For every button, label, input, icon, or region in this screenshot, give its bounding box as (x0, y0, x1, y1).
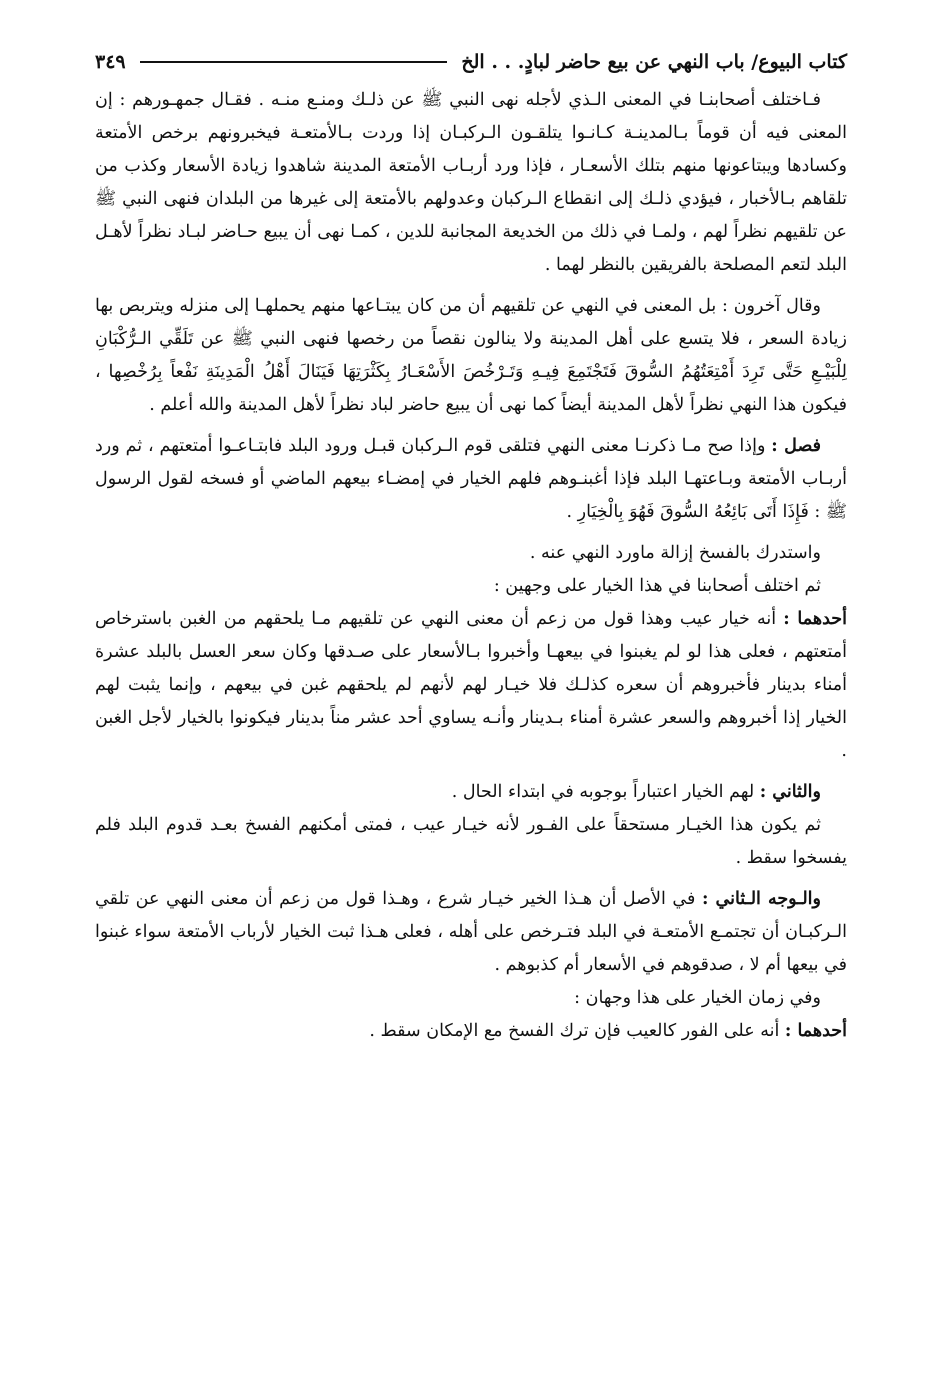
paragraph-text: وقال آخرون : بل المعنى في النهي عن تلقيهم أن من كان يبتـاعها منهم يحملهـا إلى منزله ويتربص بها زيادة السعر ، فلا يتسع على أهل المدينة ولا ينالون نقصاً من رخصها فنهى النبي ﷺ عن تَلَقِّي الـرُّكْبَانِ لِلْبَيْـعِ حَتَّى تَرِدَ أَمْتِعَتُهُمُ السُّوقَ فَتَجْتَمِعَ فِيـهِ وَتَـرْخُصَ الأَسْعَـارُ بِكَثْرَتِهَا فَيَنَالَ أَهْلُ الْمَدِينَةِ نَفْعاً بِرُخْصِها ، فيكون هذا النهي نظراً لأهل المدينة أيضاً كما نهى أن يبيع حاضر لباد نظراً لأهل المدينة والله أعلم . (95, 296, 847, 415)
paragraph-text: في الأصل أن هـذا الخير خيـار شرع ، وهـذا قول من زعم أن معنى النهي عن تلقي الـركبـان أن تجتمـع الأمتعـة في البلد فتـرخص على أهله ، فعلى هـذا ثبت الخيار لأرباب الأمتعة سواء غبنوا في بيعها أم لا ، صدقوهم في الأسعار أم كذبوهم . (95, 889, 847, 975)
paragraph (95, 982, 847, 1015)
paragraph-lead: أحدهما : (783, 609, 847, 629)
paragraph (95, 570, 847, 603)
header-title: كتاب البيوع/ باب النهي عن بيع حاضر لبادٍ. . . الخ (461, 51, 847, 73)
paragraph (95, 776, 847, 809)
header-rule (140, 61, 448, 63)
paragraph (95, 809, 847, 875)
paragraph (95, 430, 847, 529)
paragraph-text: وإذا صح مـا ذكرنـا معنى النهي فتلقى قوم الـركبان قبـل ورود البلد فابتـاعـوا أمتعتهم ، ثم ورد أربـاب الأمتعة وبـاعتهـا البلد فإذا أغبنـوهم فلهم الخيار في إمضـاء بيعهم الماضي أو فسخه لقول الرسول ﷺ : فَإِذَا أَتَى بَائِعُهُ السُّوقَ فَهُوَ بِالْخِيَارِ . (95, 436, 847, 522)
paragraph (95, 290, 847, 422)
paragraph-lead: والثاني : (759, 782, 821, 802)
paragraph (95, 1015, 847, 1048)
paragraph (95, 883, 847, 982)
page-number: ٣٤٩ (95, 51, 126, 73)
paragraph-text: وفي زمان الخيار على هذا وجهان : (574, 988, 821, 1008)
paragraph-text: ثم اختلف أصحابنا في هذا الخيار على وجهين : (493, 576, 821, 596)
book-page (95, 40, 847, 1056)
paragraph-text: لهم الخيار اعتباراً بوجوبه في ابتداء الحال . (451, 782, 760, 802)
paragraph (95, 84, 847, 282)
paragraph-text: أنه على الفور كالعيب فإن ترك الفسخ مع الإمكان سقط . (369, 1021, 785, 1041)
paragraph-text: واستدرك بالفسخ إزالة ماورد النهي عنه . (529, 543, 821, 563)
paragraph-lead: أحدهما : (784, 1021, 847, 1041)
paragraph-text: أنه خيار عيب وهذا قول من زعم أن معنى النهي عن تلقيهم مـا يلحقهم من الغبن باسترخاص أمتعتهم ، فعلى هذا لو لم يغبنوا في بيعهـا وأخبروا بـالأسعار على صـدقها وكان سعر العسل بالبلد عشرة أمناء بدينار فأخبروهم أن سعره كذلـك فلا خيـار لهم لأنهم لم يلحقهم غبن في بيعهم ، وإنما يثبت لهم الخيار إذا أخبروهم والسعر عشرة أمناء بـدينار وأنـه يساوي أحد عشر مناً بدينار فيكونوا بالخيار لأجل الغبن . (95, 609, 847, 761)
section-heading: فصل : (771, 436, 821, 456)
running-header (95, 40, 847, 84)
page-body (95, 84, 847, 1048)
paragraph-text: ثم يكون هذا الخيـار مستحقاً على الفـور لأنه خيـار عيب ، فمتى أمكنهم الفسخ بعـد قدوم البلد فلم يفسخوا سقط . (95, 815, 847, 868)
paragraph (95, 603, 847, 768)
paragraph-lead: والـوجه الـثاني : (701, 889, 821, 909)
paragraph-text: فـاختلف أصحابنـا في المعنى الـذي لأجله نهى النبي ﷺ عن ذلـك ومنـع منـه . فقـال جمهـورهم : إن المعنى فيه أن قوماً بـالمدينـة كـانـوا يتلقـون الـركبـان إذا وردت بـالأمتعـة فيخبرونهم برخص الأمتعة وكسادها ويبتاعونها منهم بتلك الأسعـار ، فإذا ورد أربـاب الأمتعة المدينة شاهدوا زيادة الأسعار وكذب من تلقاهم بـالأخبار ، فيؤدي ذلـك إلى انقطاع الـركبان وعدولهم بالأمتعة إلى غيرها من البلدان فنهى النبي ﷺ عن تلقيهم نظراً لهم ، ولمـا في ذلك من الخديعة المجانبة للدين ، كمـا نهى أن يبيع حـاضر لبـاد نظراً لأهـل البلد لتعم المصلحة بالفريقين بالنظر لهما . (95, 90, 847, 275)
paragraph (95, 537, 847, 570)
